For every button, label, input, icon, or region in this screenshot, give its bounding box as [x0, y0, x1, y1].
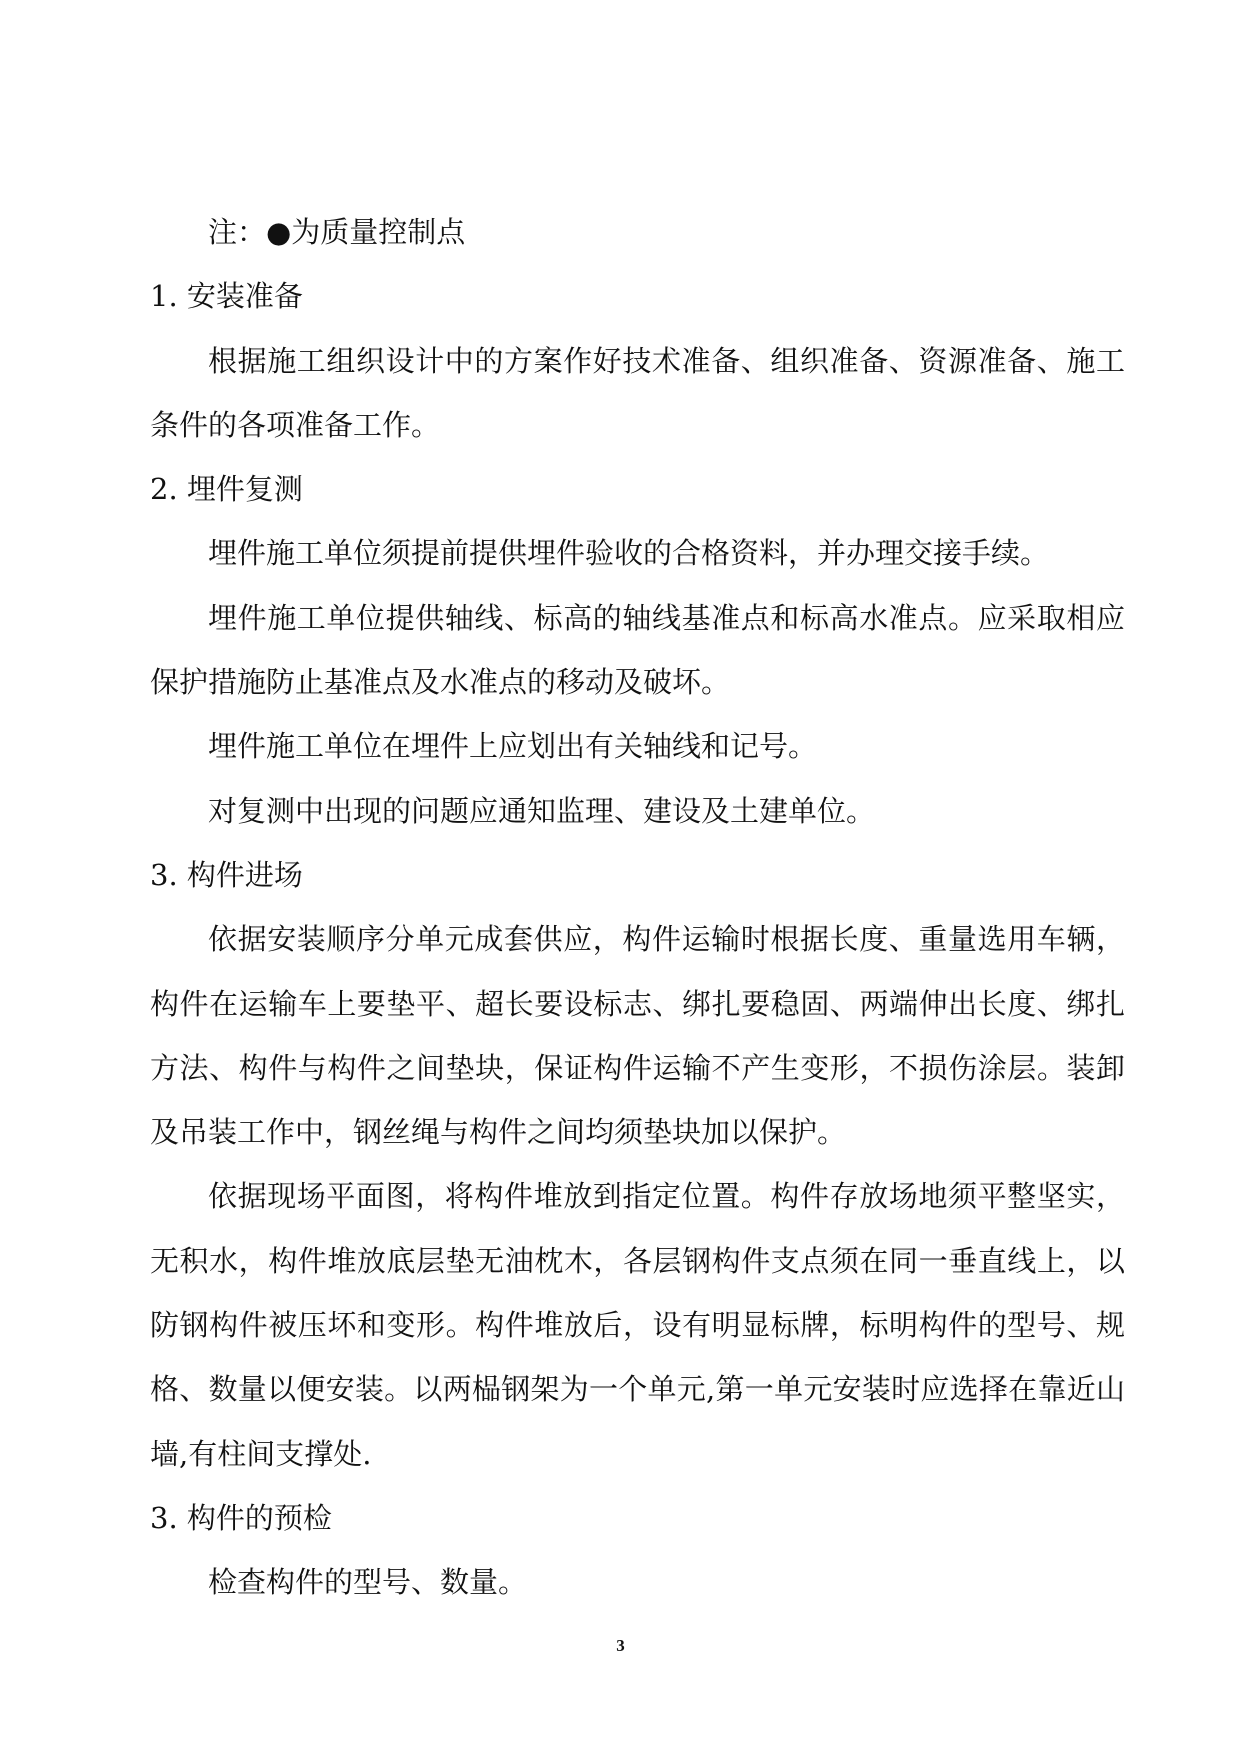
section-heading-component-arrival: 3. 构件进场 [150, 857, 303, 892]
paragraph-embed-benchmarks: 埋件施工单位提供轴线、标高的轴线基准点和标高水准点。应采取相应保护措施防止基准点及水准点的移动及破坏。 [150, 600, 1125, 700]
section-heading-embed-recheck: 2. 埋件复测 [150, 472, 303, 507]
section-heading-install-prep: 1. 安装准备 [150, 279, 303, 314]
page-number: 3 [616, 1636, 625, 1655]
note-quality-control: 注：●为质量控制点 [208, 215, 466, 249]
paragraph-embed-marks: 埋件施工单位在埋件上应划出有关轴线和记号。 [208, 729, 818, 764]
paragraph-component-transport: 依据安装顺序分单元成套供应，构件运输时根据长度、重量选用车辆，构件在运输车上要垫平、超长要设标志、绑扎要稳固、两端伸出长度、绑扎方法、构件与构件之间垫块，保证构件运输不产生变形，不损伤涂层。装卸及吊装工作中，钢丝绳与构件之间均须垫块加以保护。 [150, 922, 1125, 1150]
paragraph-embed-issues: 对复测中出现的问题应通知监理、建设及土建单位。 [208, 793, 876, 828]
paragraph-install-prep: 根据施工组织设计中的方案作好技术准备、组织准备、资源准备、施工条件的各项准备工作。 [150, 343, 1125, 442]
document-body [150, 200, 1125, 1615]
paragraph-component-precheck: 检查构件的型号、数量。 [208, 1565, 528, 1600]
paragraph-embed-docs: 埋件施工单位须提前提供埋件验收的合格资料，并办理交接手续。 [208, 536, 1050, 571]
section-heading-component-precheck: 3. 构件的预检 [150, 1500, 332, 1535]
paragraph-component-storage: 依据现场平面图，将构件堆放到指定位置。构件存放场地须平整坚实，无积水，构件堆放底层垫无油枕木，各层钢构件支点须在同一垂直线上，以防钢构件被压坏和变形。构件堆放后，设有明显标牌，标明构件的型号、规格、数量以便安装。以两榀钢架为一个单元,第一单元安装时应选择在靠近山墙,有柱间支撑处. [150, 1179, 1125, 1471]
